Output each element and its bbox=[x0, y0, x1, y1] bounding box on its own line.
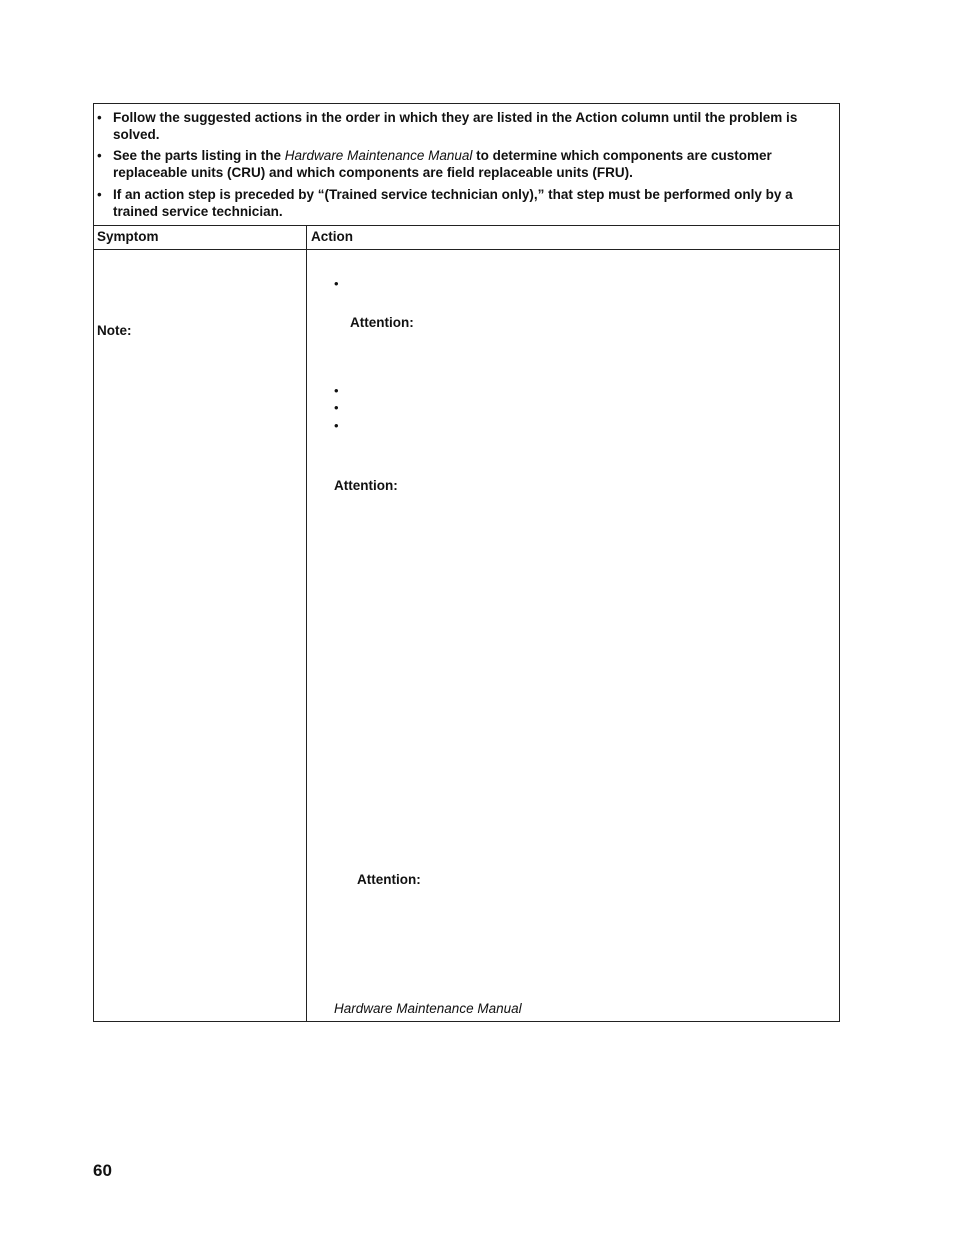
action-bullet: • bbox=[334, 276, 339, 291]
attention-label: Attention: bbox=[357, 872, 421, 887]
attention-label: Attention: bbox=[350, 315, 414, 330]
column-divider bbox=[306, 225, 307, 1021]
attention-label: Attention: bbox=[334, 478, 398, 493]
page-number: 60 bbox=[93, 1161, 112, 1180]
bullet: • bbox=[97, 187, 102, 202]
bullet: • bbox=[97, 148, 102, 163]
troubleshooting-table bbox=[93, 103, 840, 1022]
instruction-text: If an action step is preceded by “(Trained service technician only),” that step must be performed only by a trained service technician. bbox=[113, 187, 793, 219]
divider bbox=[94, 225, 839, 226]
action-bullet: • bbox=[334, 383, 339, 398]
manual-reference: Hardware Maintenance Manual bbox=[334, 1001, 522, 1016]
action-bullet: • bbox=[334, 400, 339, 415]
instruction-text: to determine which components are customer replaceable units (CRU) and which components are field replaceable units (FRU). bbox=[113, 148, 772, 180]
symptom-column-header: Symptom bbox=[97, 229, 159, 244]
manual-title: Hardware Maintenance Manual bbox=[284, 148, 473, 163]
symptom-note-label: Note: bbox=[97, 323, 132, 338]
divider bbox=[94, 249, 839, 250]
instruction-text: Follow the suggested actions in the order in which they are listed in the Action column until the problem is solved. bbox=[113, 110, 798, 142]
action-column-header: Action bbox=[311, 229, 353, 244]
instruction-text: See the parts listing in the bbox=[113, 148, 285, 163]
action-bullet: • bbox=[334, 418, 339, 433]
instruction-notes bbox=[94, 104, 839, 225]
bullet: • bbox=[97, 110, 102, 125]
